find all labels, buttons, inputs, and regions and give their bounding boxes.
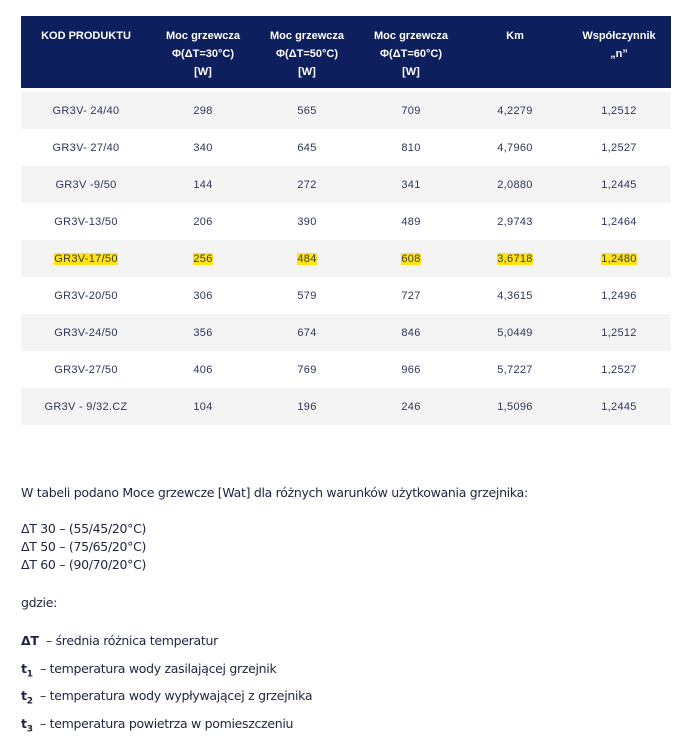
cell-text: 1,2527: [601, 141, 637, 154]
cell-text: GR3V- 27/40: [52, 141, 120, 154]
value-cell: [463, 388, 567, 425]
table-row: [21, 129, 671, 166]
value-cell: [567, 166, 671, 203]
legend-subscript: 1: [26, 669, 33, 679]
value-cell: [567, 92, 671, 129]
cell-text: 769: [297, 363, 317, 376]
cell-text: GR3V -9/50: [55, 178, 117, 191]
cell-text: 709: [401, 104, 421, 117]
condition-item: ΔT 50 – (75/65/20°C): [21, 539, 147, 554]
product-table: [21, 16, 671, 425]
value-cell: [151, 203, 255, 240]
header-line: Moc grzewcza: [270, 30, 344, 42]
product-code-cell: [21, 351, 151, 388]
cell-text: 340: [193, 141, 213, 154]
value-cell: [359, 166, 463, 203]
table-row: [21, 351, 671, 388]
header-line: Km: [506, 30, 524, 42]
value-cell: [151, 277, 255, 314]
value-cell: [359, 92, 463, 129]
condition-item: ΔT 60 – (90/70/20°C): [21, 557, 147, 572]
value-cell: [463, 240, 567, 277]
value-cell: [255, 240, 359, 277]
header-power-dt60: [359, 16, 463, 88]
cell-text: 2,0880: [497, 178, 533, 191]
cell-text: 356: [193, 326, 213, 339]
legend-subscript: 3: [26, 724, 33, 734]
cell-text: 727: [401, 289, 421, 302]
cell-text: 674: [297, 326, 317, 339]
value-cell: [567, 277, 671, 314]
cell-text: 298: [193, 104, 213, 117]
cell-text: 341: [401, 178, 421, 191]
header-line: Φ(ΔT=30°C): [172, 48, 234, 60]
cell-text: 256: [193, 252, 213, 265]
cell-text: 565: [297, 104, 317, 117]
legend-symbol: t: [21, 688, 27, 703]
cell-text: 489: [401, 215, 421, 228]
conditions-list: [21, 520, 671, 574]
where-label: gdzie:: [21, 595, 58, 610]
table-header-row: [21, 16, 671, 88]
legend-item: [21, 713, 312, 741]
product-code-cell: [21, 129, 151, 166]
header-line: [W]: [402, 66, 420, 78]
value-cell: [463, 92, 567, 129]
value-cell: [359, 240, 463, 277]
value-cell: [151, 92, 255, 129]
value-cell: [255, 314, 359, 351]
symbol-legend: [21, 630, 312, 740]
header-line: „n”: [610, 48, 628, 60]
legend-symbol: ΔT: [21, 633, 39, 648]
cell-text: 3,6718: [497, 252, 533, 265]
cell-text: 306: [193, 289, 213, 302]
header-line: Φ(ΔT=50°C): [276, 48, 338, 60]
condition-item: ΔT 30 – (55/45/20°C): [21, 521, 147, 536]
cell-text: 246: [401, 400, 421, 413]
cell-text: GR3V- 24/40: [52, 104, 120, 117]
value-cell: [567, 240, 671, 277]
table-row: [21, 203, 671, 240]
product-code-cell: [21, 277, 151, 314]
value-cell: [463, 166, 567, 203]
legend-text: – temperatura wody zasilającej grzejnik: [40, 660, 277, 676]
cell-text: 1,2512: [601, 104, 637, 117]
cell-text: GR3V-20/50: [54, 289, 118, 302]
cell-text: 846: [401, 326, 421, 339]
value-cell: [463, 351, 567, 388]
header-km: [463, 16, 567, 88]
value-cell: [151, 388, 255, 425]
cell-text: 1,2445: [601, 178, 637, 191]
value-cell: [359, 277, 463, 314]
value-cell: [567, 129, 671, 166]
cell-text: 272: [297, 178, 317, 191]
header-line: Φ(ΔT=60°C): [380, 48, 442, 60]
cell-text: 579: [297, 289, 317, 302]
legend-text: – temperatura wody wypływającej z grzejnika: [40, 688, 313, 703]
table-body: [21, 88, 671, 425]
legend-symbol: t: [21, 715, 27, 731]
table-row-highlighted: [21, 240, 671, 277]
value-cell: [255, 129, 359, 166]
cell-text: GR3V-27/50: [54, 363, 118, 376]
value-cell: [359, 351, 463, 388]
cell-text: 608: [401, 252, 421, 265]
header-line: Współczynnik: [582, 30, 656, 42]
cell-text: 1,5096: [497, 400, 533, 413]
value-cell: [151, 166, 255, 203]
cell-text: 1,2445: [601, 400, 637, 413]
value-cell: [255, 166, 359, 203]
product-code-cell: [21, 314, 151, 351]
value-cell: [359, 314, 463, 351]
value-cell: [151, 240, 255, 277]
cell-text: 5,0449: [497, 326, 533, 339]
cell-text: GR3V - 9/32.CZ: [44, 400, 128, 413]
legend-text: – temperatura powietrza w pomieszczeniu: [40, 715, 294, 731]
table-row: [21, 166, 671, 203]
cell-text: 406: [193, 363, 213, 376]
value-cell: [255, 92, 359, 129]
cell-text: 4,3615: [497, 289, 533, 302]
cell-text: 104: [193, 400, 213, 413]
legend-item: [21, 658, 312, 686]
cell-text: 966: [401, 363, 421, 376]
cell-text: 810: [401, 141, 421, 154]
cell-text: 1,2480: [601, 252, 637, 265]
value-cell: [463, 314, 567, 351]
cell-text: 1,2512: [601, 326, 637, 339]
value-cell: [463, 203, 567, 240]
table-row: [21, 277, 671, 314]
cell-text: 4,2279: [497, 104, 533, 117]
value-cell: [151, 314, 255, 351]
cell-text: 144: [193, 178, 213, 191]
cell-text: GR3V-24/50: [54, 326, 118, 339]
legend-item: [21, 630, 312, 658]
value-cell: [255, 277, 359, 314]
legend-subscript: 2: [26, 696, 33, 707]
header-product-code: [21, 16, 151, 88]
cell-text: 5,7227: [497, 363, 533, 376]
value-cell: [255, 203, 359, 240]
cell-text: 196: [297, 400, 317, 413]
value-cell: [359, 203, 463, 240]
header-line: KOD PRODUKTU: [41, 30, 131, 42]
header-line: Moc grzewcza: [374, 30, 448, 42]
cell-text: 390: [297, 215, 317, 228]
value-cell: [463, 277, 567, 314]
value-cell: [359, 388, 463, 425]
product-code-cell: [21, 166, 151, 203]
value-cell: [567, 203, 671, 240]
legend-text: – średnia różnica temperatur: [45, 633, 218, 648]
header-power-dt30: [151, 16, 255, 88]
table-row: [21, 314, 671, 351]
value-cell: [567, 388, 671, 425]
header-coefficient-n: [567, 16, 671, 88]
header-line: Moc grzewcza: [166, 30, 240, 42]
value-cell: [255, 388, 359, 425]
notes-intro: W tabeli podano Moce grzewcze [Wat] dla różnych warunków użytkowania grzejnika:: [21, 485, 528, 500]
product-code-cell: [21, 388, 151, 425]
cell-text: 645: [297, 141, 317, 154]
cell-text: 484: [297, 252, 317, 265]
value-cell: [567, 351, 671, 388]
product-code-cell: [21, 92, 151, 129]
table-row: [21, 388, 671, 425]
cell-text: 2,9743: [497, 215, 533, 228]
cell-text: 206: [193, 215, 213, 228]
value-cell: [151, 129, 255, 166]
notes-section: [21, 484, 671, 734]
cell-text: 1,2464: [601, 215, 637, 228]
product-code-cell: [21, 240, 151, 277]
value-cell: [359, 129, 463, 166]
value-cell: [567, 314, 671, 351]
header-line: [W]: [298, 66, 316, 78]
cell-text: 1,2496: [601, 289, 637, 302]
legend-item: [21, 685, 312, 713]
product-code-cell: [21, 203, 151, 240]
legend-symbol: t: [21, 660, 27, 676]
cell-text: GR3V-17/50: [54, 252, 118, 265]
header-line: [W]: [194, 66, 212, 78]
value-cell: [463, 129, 567, 166]
cell-text: 1,2527: [601, 363, 637, 376]
cell-text: 4,7960: [497, 141, 533, 154]
value-cell: [255, 351, 359, 388]
table-row: [21, 92, 671, 129]
cell-text: GR3V-13/50: [54, 215, 118, 228]
value-cell: [151, 351, 255, 388]
product-table-container: [21, 16, 671, 425]
header-power-dt50: [255, 16, 359, 88]
